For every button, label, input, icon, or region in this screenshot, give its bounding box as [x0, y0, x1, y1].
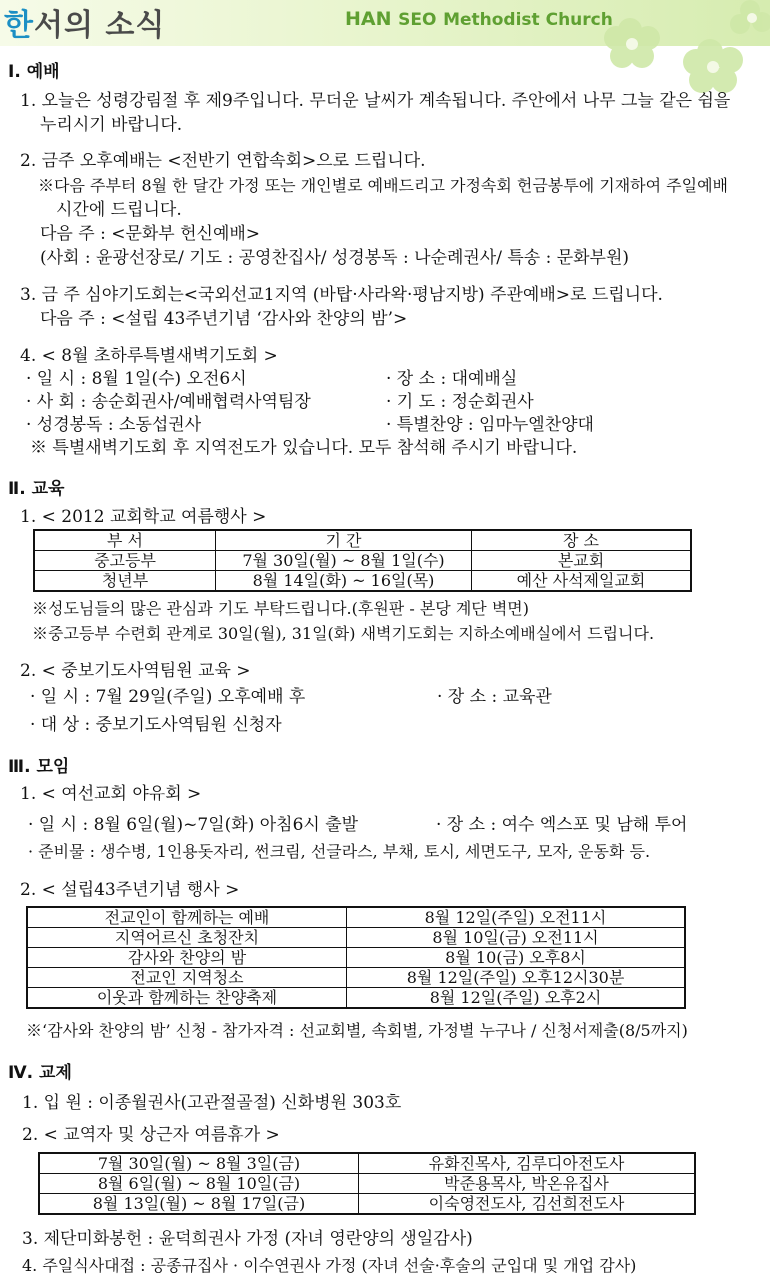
summer-events-table — [33, 529, 692, 592]
church-name-seo: SEO — [398, 10, 437, 30]
worship-item3-line1: 3. 금 주 심야기도회는<국외선교1지역 (바탑·사라왁·평남지방) 주관예배>로 드립니다. — [20, 285, 663, 305]
table-cell: 박준용목사, 박온유집사 — [359, 1174, 696, 1194]
table-cell: 중고등부 — [34, 551, 216, 571]
church-name-han: HAN — [345, 8, 392, 30]
worship-item4-date: · 일 시 : 8월 1일(수) 오전6시 — [26, 369, 247, 389]
table-row — [39, 1194, 695, 1215]
table-cell: 7월 30일(월) ~ 8월 1일(수) — [216, 551, 472, 571]
table-cell: 전교인 지역청소 — [27, 968, 347, 988]
education-item2-date: · 일 시 : 7월 29일(주일) 오후예배 후 — [30, 687, 306, 707]
meeting-item1-date: · 일 시 : 8월 6일(월)~7일(화) 아침6시 출발 — [28, 815, 359, 835]
worship-item2-line5: (사회 : 윤광선장로/ 기도 : 공영찬집사/ 성경봉독 : 나순례권사/ 특송 : 문화부원) — [40, 248, 630, 268]
fellowship-item3: 3. 제단미화봉헌 : 윤덕희권사 가정 (자녀 영란양의 생일감사) — [22, 1229, 473, 1249]
table-cell: 이숙영전도사, 김선희전도사 — [359, 1194, 696, 1215]
worship-item4-prayer: · 기 도 : 정순회권사 — [386, 392, 534, 412]
education-item2-title: 2. < 중보기도사역팀원 교육 > — [20, 661, 251, 681]
worship-item2-line4: 다음 주 : <문화부 헌신예배> — [40, 224, 261, 244]
table-cell: 본교회 — [472, 551, 692, 571]
worship-item4-song: · 특별찬양 : 임마누엘찬양대 — [386, 415, 594, 435]
section-worship-title: Ⅰ. 예배 — [8, 62, 60, 82]
table-row — [34, 551, 691, 571]
worship-item4-reading: · 성경봉독 : 소동섭권사 — [26, 415, 202, 435]
fellowship-item4: 4. 주일식사대접 : 공종규집사 · 이수연권사 가정 (자녀 선술·후술의 군입대 및 개업 감사) — [22, 1256, 637, 1275]
anniversary-events-table — [26, 906, 686, 1009]
meeting-item1-title: 1. < 여선교회 야유회 > — [20, 784, 202, 804]
table-cell: 8월 10(금) 오후8시 — [347, 948, 686, 968]
summer-vacation-table — [38, 1152, 696, 1215]
worship-item2-line3: 시간에 드립니다. — [56, 200, 182, 220]
table-row — [27, 968, 685, 988]
education-item2-target: · 대 상 : 중보기도사역팀원 신청자 — [30, 715, 282, 735]
table-cell: 8월 13일(월) ~ 8월 17일(금) — [39, 1194, 359, 1215]
table-cell: 8월 14일(화) ~ 16일(목) — [216, 571, 472, 592]
table-cell: 청년부 — [34, 571, 216, 592]
worship-item4-host: · 사 회 : 송순회권사/예배협력사역팀장 — [26, 392, 311, 412]
worship-item3-line2: 다음 주 : <설립 43주년기념 ‘감사와 찬양의 밤’> — [40, 309, 408, 329]
meeting-item2-title: 2. < 설립43주년기념 행사 > — [20, 880, 240, 900]
table-cell: 유화진목사, 김루디아전도사 — [359, 1153, 696, 1174]
table-cell: 8월 6일(월) ~ 8월 10일(금) — [39, 1174, 359, 1194]
table-header-row — [34, 530, 691, 551]
logo-rest: 서의 소식 — [33, 8, 166, 43]
table-row — [27, 948, 685, 968]
table-header-cell: 부 서 — [34, 530, 216, 551]
table-row — [39, 1153, 695, 1174]
fellowship-item1: 1. 입 원 : 이종월권사(고관절골절) 신화병원 303호 — [22, 1093, 402, 1113]
table-header-cell: 장 소 — [472, 530, 692, 551]
worship-item4-note: ※ 특별새벽기도회 후 지역전도가 있습니다. 모두 참석해 주시기 바랍니다. — [30, 438, 578, 458]
worship-item4-place: · 장 소 : 대예배실 — [386, 369, 518, 389]
section-fellowship-title: Ⅳ. 교제 — [8, 1063, 72, 1083]
table-row — [27, 928, 685, 948]
table-row — [39, 1174, 695, 1194]
table-cell: 7월 30일(월) ~ 8월 3일(금) — [39, 1153, 359, 1174]
table-cell: 8월 10일(금) 오전11시 — [347, 928, 686, 948]
table-cell: 8월 12일(주일) 오전11시 — [347, 907, 686, 928]
worship-item1-line2: 누리시기 바랍니다. — [40, 115, 183, 135]
table-row — [27, 988, 685, 1009]
meeting-note: ※‘감사와 찬양의 밤’ 신청 - 참가자격 : 선교회별, 속회별, 가정별 누구나 / 신청서제출(8/5까지) — [26, 1021, 688, 1040]
worship-item4-title: 4. < 8월 초하루특별새벽기도회 > — [20, 346, 278, 366]
logo-first-char: 한 — [4, 8, 34, 43]
fellowship-item2-title: 2. < 교역자 및 상근자 여름휴가 > — [22, 1125, 280, 1145]
table-cell: 8월 12일(주일) 오후2시 — [347, 988, 686, 1009]
table-cell: 지역어르신 초청잔치 — [27, 928, 347, 948]
worship-item2-line1: 2. 금주 오후예배는 <전반기 연합속회>으로 드립니다. — [20, 151, 426, 171]
table-cell: 전교인이 함께하는 예배 — [27, 907, 347, 928]
education-note1: ※성도님들의 많은 관심과 기도 부탁드립니다.(후원판 - 본당 계단 벽면) — [32, 599, 529, 618]
worship-item1-line1: 1. 오늘은 성령강림절 후 제9주입니다. 무더운 날씨가 계속됩니다. 주안에서 나무 그늘 같은 쉼을 — [20, 91, 731, 111]
meeting-item1-prep: · 준비물 : 생수병, 1인용돗자리, 썬크림, 선글라스, 부채, 토시, 세면도구, 모자, 운동화 등. — [28, 842, 651, 861]
education-item2-place: · 장 소 : 교육관 — [437, 687, 552, 707]
table-cell: 8월 12일(주일) 오후12시30분 — [347, 968, 686, 988]
church-name-rest: Methodist Church — [443, 10, 613, 30]
table-header-cell: 기 간 — [216, 530, 472, 551]
table-row — [34, 571, 691, 592]
education-note2: ※중고등부 수련회 관계로 30일(월), 31일(화) 새벽기도회는 지하소예배실에서 드립니다. — [32, 624, 655, 643]
table-cell: 예산 사석제일교회 — [472, 571, 692, 592]
section-meeting-title: Ⅲ. 모임 — [8, 757, 70, 777]
table-cell: 감사와 찬양의 밤 — [27, 948, 347, 968]
section-education-title: Ⅱ. 교육 — [8, 479, 65, 499]
meeting-item1-place: · 장 소 : 여수 엑스포 및 남해 투어 — [436, 815, 688, 835]
table-row — [27, 907, 685, 928]
table-cell: 이웃과 함께하는 찬양축제 — [27, 988, 347, 1009]
education-item1-title: 1. < 2012 교회학교 여름행사 > — [20, 507, 267, 527]
worship-item2-line2: ※다음 주부터 8월 한 달간 가정 또는 개인별로 예배드리고 가정속회 헌금봉투에 기재하여 주일예배 — [38, 176, 728, 195]
